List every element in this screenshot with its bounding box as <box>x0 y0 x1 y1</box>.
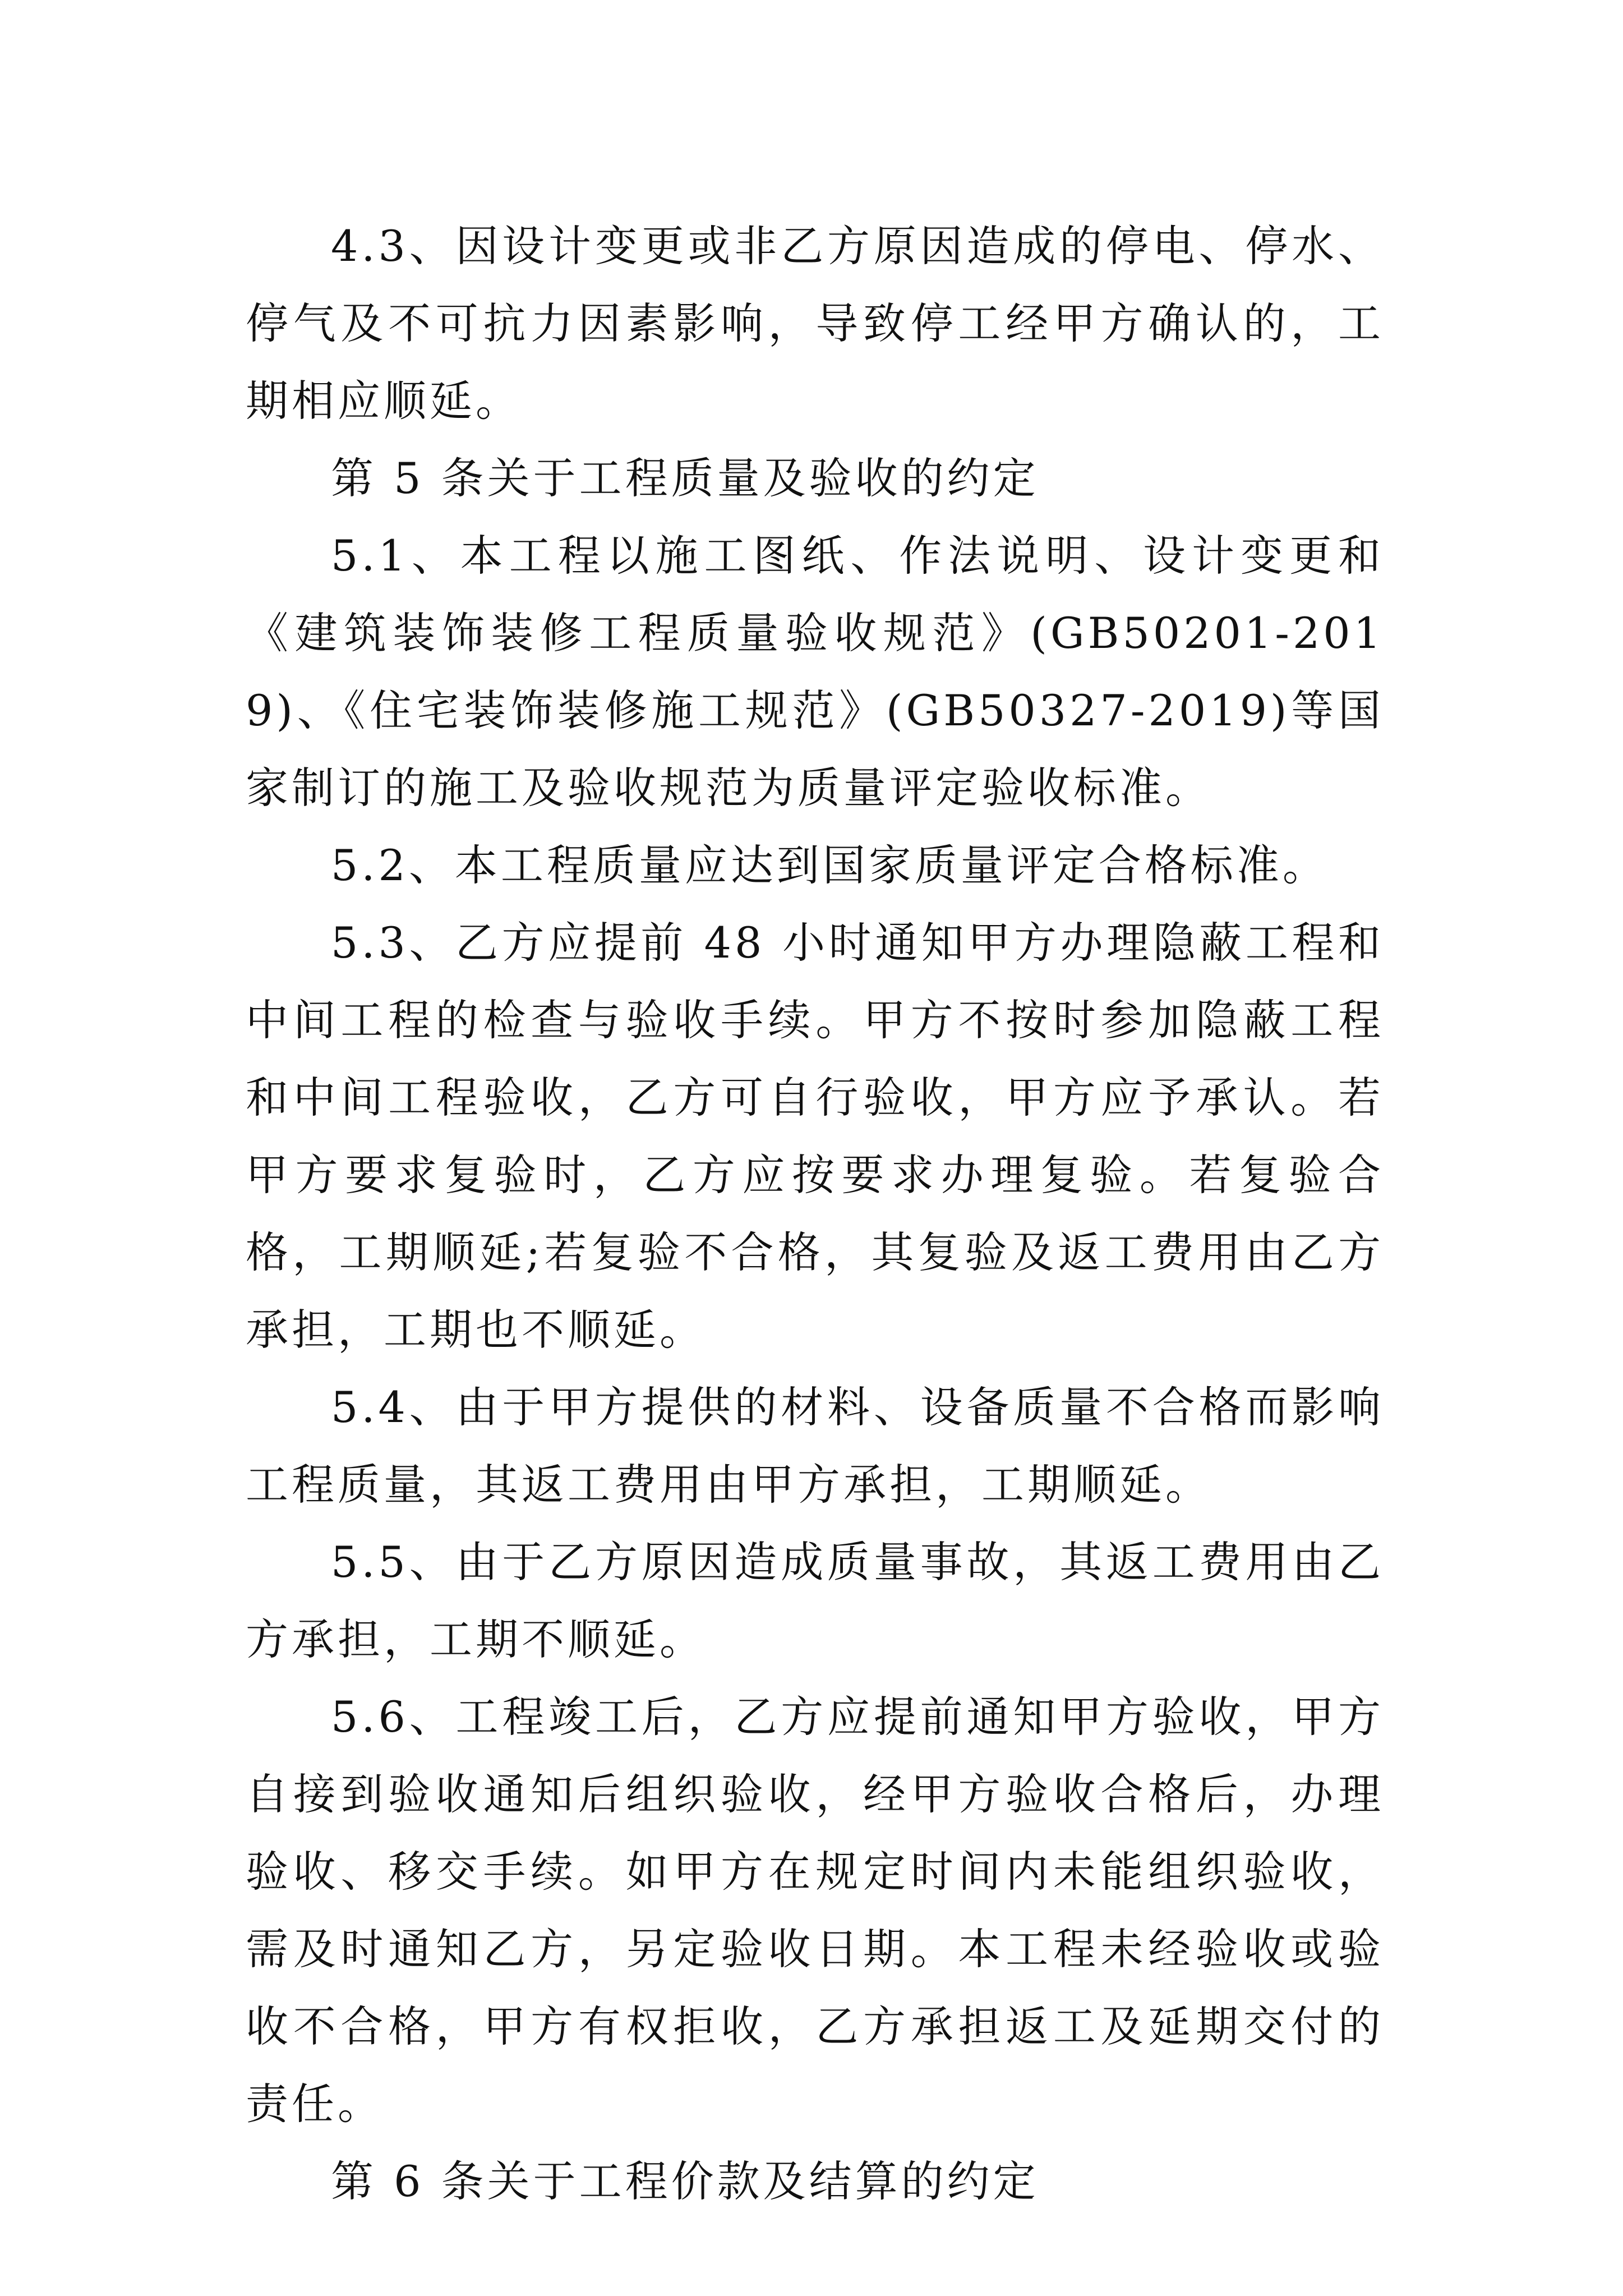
clause-5-5: 5.5、由于乙方原因造成质量事故，其返工费用由乙方承担，工期不顺延。 <box>246 1537 1384 1664</box>
document-body <box>246 208 1384 2220</box>
clause-5-3: 5.3、乙方应提前 48 小时通知甲方办理隐蔽工程和中间工程的检查与验收手续。甲方不按时参加隐蔽工程和中间工程验收，乙方可自行验收，甲方应予承认。若甲方要求复验时，乙方应按要求办理复验。若复验合格，工期顺延;若复验不合格，其复验及返工费用由乙方承担，工期也不顺延。 <box>246 918 1384 1355</box>
clause-5-2: 5.2、本工程质量应达到国家质量评定合格标准。 <box>331 840 1329 890</box>
article-6-heading: 第 6 条关于工程价款及结算的约定 <box>331 2156 1039 2206</box>
clause-5-1: 5.1、本工程以施工图纸、作法说明、设计变更和《建筑装饰装修工程质量验收规范》(GB50201-2019)、《住宅装饰装修施工规范》(GB50327-2019)等国家制订的施工及验收规范为质量评定验收标准。 <box>246 531 1384 813</box>
clause-5-4: 5.4、由于甲方提供的材料、设备质量不合格而影响工程质量，其返工费用由甲方承担，工期顺延。 <box>246 1382 1384 1510</box>
clause-4-3: 4.3、因设计变更或非乙方原因造成的停电、停水、停气及不可抗力因素影响，导致停工经甲方确认的，工期相应顺延。 <box>246 221 1384 426</box>
article-5-heading: 第 5 条关于工程质量及验收的约定 <box>331 453 1039 503</box>
clause-5-6: 5.6、工程竣工后，乙方应提前通知甲方验收，甲方自接到验收通知后组织验收，经甲方验收合格后，办理验收、移交手续。如甲方在规定时间内未能组织验收，需及时通知乙方，另定验收日期。本工程未经验收或验收不合格，甲方有权拒收，乙方承担返工及延期交付的责任。 <box>246 1692 1384 2129</box>
